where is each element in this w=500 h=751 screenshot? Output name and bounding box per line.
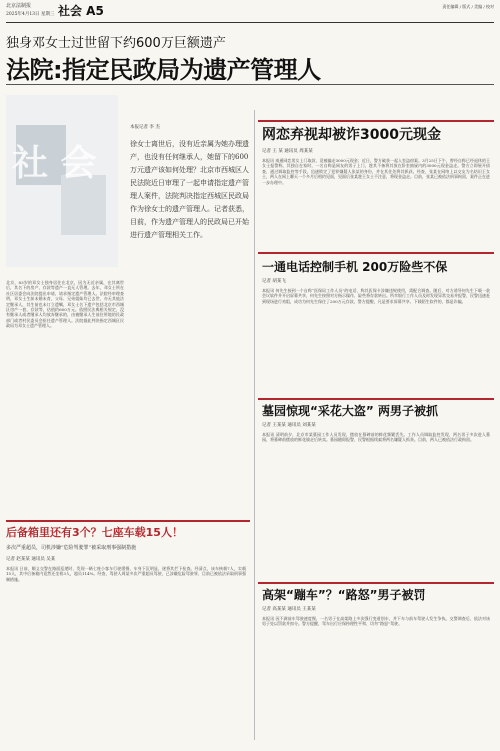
story4-body: 本报讯 清明前夕，北京市某墓园工作人员发现，摆放在墓碑前的鲜花频繁丢失。工作人员调取监控发现，两名男子多次进入墓园，将墓碑前摆放的鲜花偷走后转卖。墓园随即报警，民警根据线索将两名嫌疑人抓获。目前，两人已被依法行政拘留。 <box>262 432 490 443</box>
top-story-lead: 徐女士离世后，没有近亲属为她办理遗产，也没有任何继承人，她留下的600万元遗产该如何处理？北京市西城区人民法院近日审理了一起申请指定遗产管理人案件，法院判决指定西城区民政局作为徐女士的遗产管理人。记者获悉，目前，作为遗产管理人的民政局已开始进行遗产管理相关工作。 <box>130 140 249 239</box>
top-story-headline: 法院:指定民政局为遗产管理人 <box>6 56 321 84</box>
story3-topbar <box>258 252 494 254</box>
story5-body: 本报讯 日前，顺义交警在路面巡逻时，发现一辆七座小客车行驶缓慢、车身下沉明显，遂将其拦下检查。经清点，该车核载7人，实载15人，其中后备箱内竟然还坐着3人，超员114%。经查，驾驶人周某多次严重超员驾驶，已涉嫌危险驾驶罪，目前已被依法采取刑事强制措施。 <box>6 566 246 582</box>
story6-byline: 记者 高某某 通讯员 王某某 <box>262 607 316 612</box>
decorative-photo <box>6 95 118 267</box>
deco-chars: 社 会 <box>12 142 97 184</box>
story4-topbar <box>258 398 494 400</box>
story6-body: 本报讯 因不满前车驾驶速度慢，一名男子在高架路上多次强行变道别车，并下车与前车驾驶人发生争执。交警调查后，依法对该男子处以罚款并扣分。警方提醒，驾车出行应保持理性平和，切勿“路怒”驾驶。 <box>262 616 490 627</box>
story5-byline: 记者 赵某某 通讯员 吴某 <box>6 557 56 562</box>
issue-date: 2025年4月13日 星期三 <box>6 12 55 17</box>
column-divider <box>254 110 255 740</box>
top-story-byline: 本报记者 李 杰 <box>130 125 160 130</box>
paper-name: 北京法制报 <box>6 3 32 9</box>
story3-headline: 一通电话控制手机 200万险些不保 <box>262 260 448 274</box>
story2-byline: 记者 王 某 通讯员 周某某 <box>262 149 313 154</box>
story5-headline: 后备箱里还有3个？七座车载15人！ <box>6 526 183 539</box>
top-story-body: 北京，83岁的邓女士独身居住在北京，因为无近亲属，在其离世后，其名下的房产、存款等遗产一直无人管理。去年，邓女士所在社区居委会向法院提出申请，请求指定遗产管理人。法院经审理查明，邓女士生前未婚未育，父母、兄弟姐妹均已去世，亦无其他法定继承人，其生前也未订立遗嘱，邓女士名下遗产包括北京市西城区房产一套，存款等，估值约600万元。依照民法典相关规定，没有继承人或者继承人均放弃继承的，由被继承人生前住所地的民政部门或者村民委员会担任遗产管理人。法院据此判决指定西城区民政局为邓女士遗产管理人。 <box>6 280 124 329</box>
section-title: 社会 A5 <box>58 4 104 18</box>
editor-credit: 责任编辑 / 版式 / 美编 / 校对 <box>442 4 494 9</box>
story6-headline: 高架“蹦车”？“路怒”男子被罚 <box>262 588 426 602</box>
story2-topbar <box>258 120 494 122</box>
story2-headline: 网恋弃视却被诈3000元现金 <box>262 127 441 143</box>
headline-rule <box>6 84 494 85</box>
story4-byline: 记者 王某某 通讯员 刘某某 <box>262 423 316 428</box>
header-rule <box>6 22 494 23</box>
story5-subhead: 多次严重超员，司机涉嫌“危险驾驶罪”被采取刑事强制措施 <box>6 545 137 551</box>
story5-topbar <box>6 520 250 522</box>
top-story-kicker: 独身邓女士过世留下约600万巨额遗产 <box>6 36 226 51</box>
story3-byline: 记者 胡某飞 <box>262 279 286 284</box>
story2-body: 本报讯 南通网恋男女上门取款，竟被骗走3000元现金；近日，警方破获一起入室盗窃案。3月25日下午，曾经自称已经退休的王女士报警称，其独自在家时，一名自称是网友的男子上门，趁其不备将其放在卧室抽屉内的3000元现金盗走。警方立即展开侦查，通过调取监控等手段，迅速锁定了犯罪嫌疑人张某的身份，并在其住处将其抓获。经查，张某在网络上以交友为名结识王女士，两人在网上聊天一个多月后相约见面，见面后张某趁王女士不注意，将现金盗走。目前，张某已被依法刑事拘留，案件正在进一步办理中。 <box>262 158 490 185</box>
story4-headline: 墓园惊现“采花大盗” 两男子被抓 <box>262 404 438 418</box>
story6-topbar <box>258 582 494 584</box>
story3-body: 本报讯 何先生接到一个自称“医保局工作人员”的电话，称其医保卡涉嫌违规使用，需配合调查。随后，对方诱导何先生下载一款会议软件并开启屏幕共享，何先生按照对方指示操作，险些将存款转出。所幸银行工作人员及时发现异常交易并报警，民警迅速赶到现场进行劝阻，成功为何先生保住了200万元存款。警方提醒，凡是要求屏幕共享、下载陌生软件的，都是诈骗。 <box>262 288 490 304</box>
